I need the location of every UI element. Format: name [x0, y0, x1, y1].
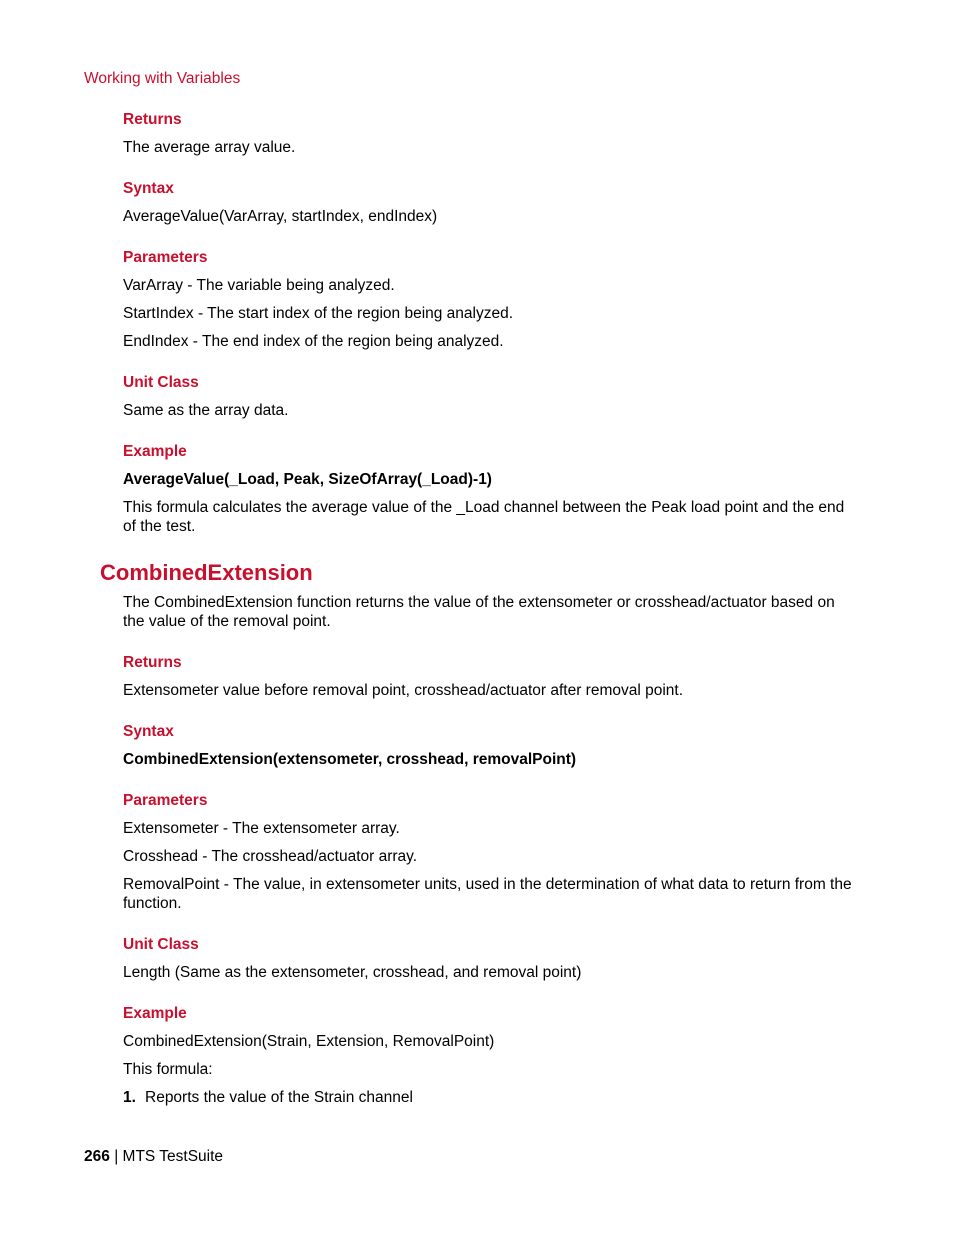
unit-class-text: Length (Same as the extensometer, crosshead, and removal point) — [123, 964, 582, 981]
example-formula: CombinedExtension(Strain, Extension, RemovalPoint) — [123, 1033, 495, 1050]
syntax-heading: Syntax — [123, 180, 174, 197]
product-name: MTS TestSuite — [122, 1148, 224, 1165]
unit-class-text: Same as the array data. — [123, 402, 289, 419]
syntax-text: CombinedExtension(extensometer, crosshead, removalPoint) — [123, 751, 577, 768]
parameter-item: StartIndex - The start index of the region being analyzed. — [123, 305, 514, 322]
parameter-item: Crosshead - The crosshead/actuator array. — [123, 848, 418, 865]
parameter-item: EndIndex - The end index of the region being analyzed. — [123, 333, 504, 350]
list-item — [123, 1088, 853, 1107]
section-title: CombinedExtension — [100, 560, 313, 585]
section-intro: The CombinedExtension function returns the value of the extensometer or crosshead/actuator based on the value of the removal point. — [123, 594, 835, 630]
returns-heading: Returns — [123, 111, 182, 128]
running-head: Working with Variables — [84, 70, 241, 87]
step-text: Reports the value of the Strain channel — [145, 1089, 413, 1106]
syntax-heading: Syntax — [123, 723, 174, 740]
page-content — [100, 110, 853, 1107]
example-text: This formula calculates the average value of the _Load channel between the Peak load point and the end of the test. — [123, 499, 845, 535]
example-heading: Example — [123, 443, 187, 460]
returns-text: Extensometer value before removal point, crosshead/actuator after removal point. — [123, 682, 684, 699]
example-heading: Example — [123, 1005, 187, 1022]
footer-separator: | — [114, 1148, 119, 1165]
step-number: 1. — [123, 1089, 136, 1106]
page-footer — [84, 1148, 223, 1166]
returns-text: The average array value. — [123, 139, 296, 156]
parameter-item: RemovalPoint - The value, in extensometer units, used in the determination of what data to return from the function. — [123, 876, 852, 912]
parameter-item: VarArray - The variable being analyzed. — [123, 277, 395, 294]
unit-class-heading: Unit Class — [123, 374, 199, 391]
example-formula: AverageValue(_Load, Peak, SizeOfArray(_Load)-1) — [123, 471, 492, 488]
syntax-text: AverageValue(VarArray, startIndex, endIndex) — [123, 208, 438, 225]
example-lead: This formula: — [123, 1061, 213, 1078]
page-number: 266 — [84, 1148, 110, 1165]
returns-heading: Returns — [123, 654, 182, 671]
unit-class-heading: Unit Class — [123, 936, 199, 953]
parameters-heading: Parameters — [123, 792, 208, 809]
parameters-heading: Parameters — [123, 249, 208, 266]
parameter-item: Extensometer - The extensometer array. — [123, 820, 400, 837]
